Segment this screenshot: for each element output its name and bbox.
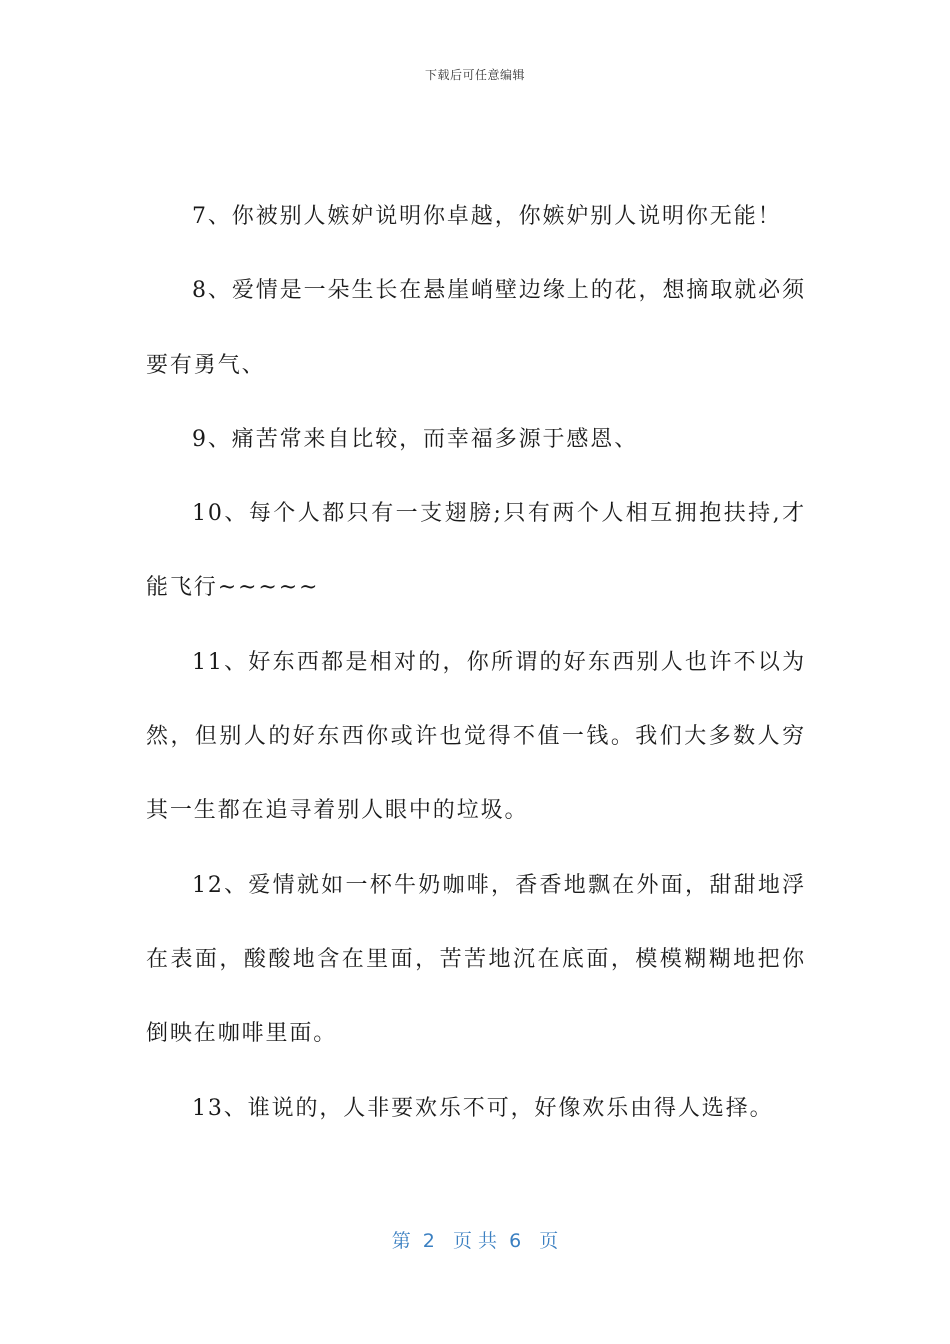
paragraph-11: 11、好东西都是相对的，你所谓的好东西别人也许不以为然，但别人的好东西你或许也觉得不值一钱。我们大多数人穷其一生都在追寻着别人眼中的垃圾。 [146,649,806,824]
document-body [146,180,806,1146]
paragraph-7: 7、你被别人嫉妒说明你卓越，你嫉妒别人说明你无能！ [192,204,782,229]
paragraph-10: 10、每个人都只有一支翅膀;只有两个人相互拥抱扶持,才能飞行~~~~~ [146,501,806,601]
page-header: 下载后可任意编辑 [424,68,525,82]
paragraph-12: 12、爱情就如一杯牛奶咖啡，香香地飘在外面，甜甜地浮在表面，酸酸地含在里面，苦苦地沉在底面，模模糊糊地把你倒映在咖啡里面。 [146,872,806,1047]
paragraph-9: 9、痛苦常来自比较，而幸福多源于感恩、 [192,426,639,452]
paragraph-13: 13、谁说的，人非要欢乐不可，好像欢乐由得人选择。 [192,1095,774,1121]
paragraph-8: 8、爱情是一朵生长在悬崖峭壁边缘上的花，想摘取就必须要有勇气、 [146,278,806,378]
page-number-footer: 第 2 页 共 6 页 [391,1230,559,1252]
